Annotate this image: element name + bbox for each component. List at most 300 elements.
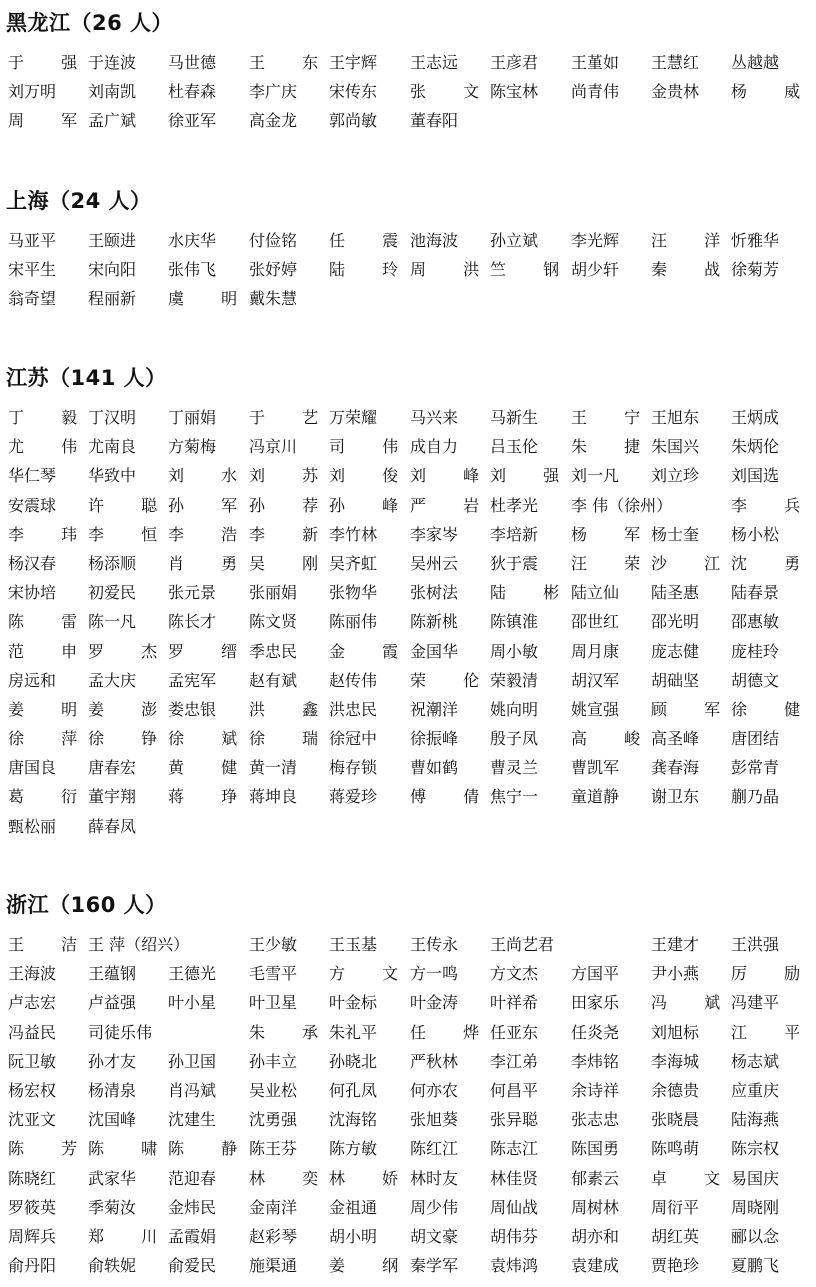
person-name: 吕玉伦 bbox=[490, 437, 539, 457]
person-name: 孟大庆 bbox=[88, 670, 137, 690]
person-name: 王蕴钢 bbox=[88, 964, 137, 984]
person-name: 孙丰立 bbox=[249, 1051, 298, 1071]
name-row bbox=[0, 699, 816, 728]
person-name: 庞志健 bbox=[651, 641, 700, 661]
person-name: 金 霞 bbox=[329, 641, 415, 661]
person-name: 任炎尧 bbox=[571, 1022, 620, 1042]
person-name: 易国庆 bbox=[731, 1168, 780, 1188]
name-row bbox=[0, 1080, 800, 1109]
person-name: 张晓晨 bbox=[651, 1110, 700, 1130]
person-name: 司徒乐伟 bbox=[88, 1022, 153, 1042]
person-name: 任 震 bbox=[329, 231, 415, 250]
person-name: 洪 鑫 bbox=[249, 699, 335, 719]
person-name: 金贵林 bbox=[651, 82, 700, 102]
person-name: 陆 彬 bbox=[490, 583, 576, 603]
name-row bbox=[0, 1255, 800, 1284]
person-name: 陈镇淮 bbox=[490, 612, 539, 632]
person-name: 虞 明 bbox=[168, 289, 254, 309]
person-name: 张物华 bbox=[329, 583, 378, 603]
person-name: 孙才友 bbox=[88, 1051, 137, 1071]
person-name: 方一鸣 bbox=[410, 964, 459, 984]
person-name: 马世德 bbox=[168, 53, 217, 72]
person-name: 陆 玲 bbox=[329, 260, 415, 280]
person-name: 陈一凡 bbox=[88, 612, 137, 632]
person-name: 叶卫星 bbox=[249, 993, 298, 1013]
name-row bbox=[0, 611, 800, 640]
person-name: 杜春森 bbox=[168, 82, 217, 102]
person-name: 陆立仙 bbox=[571, 583, 620, 603]
person-name: 曹灵兰 bbox=[490, 758, 539, 778]
person-name: 江 平 bbox=[731, 1022, 816, 1042]
person-name: 王彦君 bbox=[490, 53, 539, 72]
person-name: 姜 纲 bbox=[329, 1256, 415, 1276]
person-name: 周仙战 bbox=[490, 1197, 539, 1217]
person-name: 刘 水 bbox=[168, 466, 254, 486]
person-name: 陆海燕 bbox=[731, 1110, 780, 1130]
person-name: 张妤婷 bbox=[249, 260, 298, 280]
person-name: 叶金标 bbox=[329, 993, 378, 1013]
person-name: 周小敏 bbox=[490, 641, 539, 661]
person-name: 刘万明 bbox=[8, 82, 57, 102]
person-name: 张志忠 bbox=[571, 1110, 620, 1130]
person-name: 姚宣强 bbox=[571, 699, 620, 719]
person-name: 王玉基 bbox=[329, 935, 378, 954]
person-name: 陈宗权 bbox=[731, 1139, 780, 1159]
person-name: 季忠民 bbox=[249, 641, 298, 661]
person-name: 杨小松 bbox=[731, 524, 780, 544]
person-name: 李竹林 bbox=[329, 524, 378, 544]
person-name: 龚春海 bbox=[651, 758, 700, 778]
person-name: 方文杰 bbox=[490, 964, 539, 984]
person-name: 张伟飞 bbox=[168, 260, 217, 280]
person-name: 孙 峰 bbox=[329, 495, 415, 515]
person-name: 华仁琴 bbox=[8, 466, 57, 486]
person-name: 胡少轩 bbox=[571, 260, 620, 280]
person-name: 姜 明 bbox=[8, 699, 94, 719]
person-name: 王 洁 bbox=[8, 935, 94, 954]
person-name: 王炳成 bbox=[731, 408, 780, 427]
person-name: 陈国勇 bbox=[571, 1139, 620, 1159]
person-name: 孙晓北 bbox=[329, 1051, 378, 1071]
person-name: 毛雪平 bbox=[249, 964, 298, 984]
person-name: 唐春宏 bbox=[88, 758, 137, 778]
person-name: 胡础坚 bbox=[651, 670, 700, 690]
name-row bbox=[0, 816, 800, 845]
name-row bbox=[0, 757, 800, 786]
person-name: 孙 荐 bbox=[249, 495, 335, 515]
person-name: 邵世红 bbox=[571, 612, 620, 632]
person-name: 冯京川 bbox=[249, 437, 298, 457]
person-name: 成自力 bbox=[410, 437, 459, 457]
person-name: 金祖通 bbox=[329, 1197, 378, 1217]
person-name: 杨志斌 bbox=[731, 1051, 780, 1071]
person-name: 李海城 bbox=[651, 1051, 700, 1071]
person-name: 甄松丽 bbox=[8, 816, 57, 836]
person-name: 刘国选 bbox=[731, 466, 780, 486]
person-name: 叶金涛 bbox=[410, 993, 459, 1013]
person-name: 王德光 bbox=[168, 964, 217, 984]
person-name: 程丽新 bbox=[88, 289, 137, 309]
person-name: 卓 文 bbox=[651, 1168, 737, 1188]
person-name: 刘 强 bbox=[490, 466, 576, 486]
person-name: 陈晓红 bbox=[8, 1168, 57, 1188]
person-name: 吴州云 bbox=[410, 553, 459, 573]
person-name: 荣 伦 bbox=[410, 670, 496, 690]
person-name: 尤 伟 bbox=[8, 437, 94, 457]
person-name: 陈宝林 bbox=[490, 82, 539, 102]
person-name: 邵惠敏 bbox=[731, 612, 780, 632]
person-name: 叶小星 bbox=[168, 993, 217, 1013]
person-name: 董宇翔 bbox=[88, 787, 137, 807]
person-name: 洪忠民 bbox=[329, 699, 378, 719]
person-name: 童道静 bbox=[571, 787, 620, 807]
person-name: 姚向明 bbox=[490, 699, 539, 719]
person-name: 夏鹏飞 bbox=[731, 1256, 780, 1276]
person-name: 宋协培 bbox=[8, 583, 57, 603]
person-name: 李家岑 bbox=[410, 524, 459, 544]
person-name: 王 萍（绍兴） bbox=[88, 935, 190, 954]
person-name: 武家华 bbox=[88, 1168, 137, 1188]
person-name: 王 宁 bbox=[571, 408, 657, 427]
name-row bbox=[0, 230, 800, 259]
person-name: 娄忠银 bbox=[168, 699, 217, 719]
person-name: 徐亚军 bbox=[168, 111, 217, 131]
person-name: 周月康 bbox=[571, 641, 620, 661]
section-title: 江苏（141 人） bbox=[6, 366, 167, 390]
person-name: 袁炜鸿 bbox=[490, 1256, 539, 1276]
name-row bbox=[0, 1022, 816, 1051]
person-name: 周树林 bbox=[571, 1197, 620, 1217]
person-name: 应重庆 bbox=[731, 1080, 780, 1100]
person-name: 严 岩 bbox=[410, 495, 496, 515]
person-name: 朱 承 bbox=[249, 1022, 335, 1042]
person-name: 刘南凯 bbox=[88, 82, 137, 102]
person-name: 杨 军 bbox=[571, 524, 657, 544]
person-name: 孟广斌 bbox=[88, 111, 137, 131]
person-name: 郭尚敏 bbox=[329, 111, 378, 131]
person-name: 王建才 bbox=[651, 935, 700, 954]
name-row bbox=[0, 259, 800, 288]
person-name: 李广庆 bbox=[249, 82, 298, 102]
person-name: 沙 江 bbox=[651, 553, 737, 573]
person-name: 谢卫东 bbox=[651, 787, 700, 807]
person-name: 王宇辉 bbox=[329, 53, 378, 72]
person-name: 陈志江 bbox=[490, 1139, 539, 1159]
person-name: 何孔凤 bbox=[329, 1080, 378, 1100]
person-name: 李 伟（徐州） bbox=[571, 495, 673, 515]
person-name: 季菊汝 bbox=[88, 1197, 137, 1217]
name-row bbox=[0, 670, 800, 699]
person-name: 林佳贤 bbox=[490, 1168, 539, 1188]
person-name: 傅 倩 bbox=[410, 787, 496, 807]
person-name: 赵有斌 bbox=[249, 670, 298, 690]
person-name: 冯益民 bbox=[8, 1022, 57, 1042]
person-name: 付俭铭 bbox=[249, 231, 298, 250]
person-name: 水庆华 bbox=[168, 231, 217, 250]
person-name: 罗 杰 bbox=[88, 641, 174, 661]
person-name: 林 娇 bbox=[329, 1168, 415, 1188]
person-name: 梅存锁 bbox=[329, 758, 378, 778]
person-name: 陈 芳 bbox=[8, 1139, 94, 1159]
person-name: 顾 军 bbox=[651, 699, 737, 719]
person-name: 马新生 bbox=[490, 408, 539, 427]
person-name: 胡德文 bbox=[731, 670, 780, 690]
person-name: 陈红江 bbox=[410, 1139, 459, 1159]
name-row bbox=[0, 52, 800, 81]
person-name: 方国平 bbox=[571, 964, 620, 984]
section-title: 黑龙江（26 人） bbox=[6, 11, 174, 35]
person-name: 杨宏权 bbox=[8, 1080, 57, 1100]
person-name: 于 强 bbox=[8, 53, 94, 72]
person-name: 金炜民 bbox=[168, 1197, 217, 1217]
person-name: 黄 健 bbox=[168, 758, 254, 778]
person-name: 王 东 bbox=[249, 53, 335, 72]
person-name: 秦 战 bbox=[651, 260, 737, 280]
person-name: 肖冯斌 bbox=[168, 1080, 217, 1100]
person-name: 丁丽娟 bbox=[168, 408, 217, 427]
person-name: 刘 苏 bbox=[249, 466, 335, 486]
person-name: 尤南良 bbox=[88, 437, 137, 457]
person-name: 李培新 bbox=[490, 524, 539, 544]
person-name: 华致中 bbox=[88, 466, 137, 486]
person-name: 邵光明 bbox=[651, 612, 700, 632]
person-name: 王堇如 bbox=[571, 53, 620, 72]
person-name: 宋平生 bbox=[8, 260, 57, 280]
person-name: 葛 衍 bbox=[8, 787, 94, 807]
person-name: 荣毅清 bbox=[490, 670, 539, 690]
person-name: 郁素云 bbox=[571, 1168, 620, 1188]
person-name: 胡红英 bbox=[651, 1226, 700, 1246]
person-name: 蒯乃晶 bbox=[731, 787, 780, 807]
person-name: 李江弟 bbox=[490, 1051, 539, 1071]
person-name: 黄一清 bbox=[249, 758, 298, 778]
person-name: 忻雅华 bbox=[731, 231, 780, 250]
person-name: 杨汉春 bbox=[8, 553, 57, 573]
person-name: 初爱民 bbox=[88, 583, 137, 603]
person-name: 杨 威 bbox=[731, 82, 816, 102]
person-name: 田家乐 bbox=[571, 993, 620, 1013]
person-name: 沈建生 bbox=[168, 1110, 217, 1130]
person-name: 王尚艺君 bbox=[490, 935, 555, 954]
person-name: 唐国良 bbox=[8, 758, 57, 778]
person-name: 冯 斌 bbox=[651, 993, 737, 1013]
person-name: 朱 捷 bbox=[571, 437, 657, 457]
person-name: 丛越越 bbox=[731, 53, 780, 72]
person-name: 万荣耀 bbox=[329, 408, 378, 427]
person-name: 罗筱英 bbox=[8, 1197, 57, 1217]
person-name: 徐 铮 bbox=[88, 729, 174, 749]
person-name: 刘旭标 bbox=[651, 1022, 700, 1042]
person-name: 马兴来 bbox=[410, 408, 459, 427]
person-name: 赵彩琴 bbox=[249, 1226, 298, 1246]
person-name: 林 奕 bbox=[249, 1168, 335, 1188]
person-name: 朱国兴 bbox=[651, 437, 700, 457]
person-name: 秦学军 bbox=[410, 1256, 459, 1276]
person-name: 何亦农 bbox=[410, 1080, 459, 1100]
person-name: 沈海铭 bbox=[329, 1110, 378, 1130]
person-name: 叶祥希 bbox=[490, 993, 539, 1013]
person-name: 汪 荣 bbox=[571, 553, 657, 573]
person-name: 宋向阳 bbox=[88, 260, 137, 280]
person-name: 马亚平 bbox=[8, 231, 57, 250]
name-row bbox=[0, 786, 800, 815]
person-name: 李光辉 bbox=[571, 231, 620, 250]
person-name: 高金龙 bbox=[249, 111, 298, 131]
person-name: 陈王芬 bbox=[249, 1139, 298, 1159]
person-name: 金南洋 bbox=[249, 1197, 298, 1217]
person-name: 徐 健 bbox=[731, 699, 816, 719]
person-name: 余德贵 bbox=[651, 1080, 700, 1100]
person-name: 许 聪 bbox=[88, 495, 174, 515]
name-row bbox=[0, 1168, 800, 1197]
person-name: 杨清泉 bbox=[88, 1080, 137, 1100]
person-name: 徐菊芳 bbox=[731, 260, 780, 280]
person-name: 薛春凤 bbox=[88, 816, 137, 836]
person-name: 殷子凤 bbox=[490, 729, 539, 749]
person-name: 俞轶妮 bbox=[88, 1256, 137, 1276]
person-name: 陆春景 bbox=[731, 583, 780, 603]
person-name: 蒋 琤 bbox=[168, 787, 254, 807]
name-row bbox=[0, 81, 816, 110]
person-name: 胡小明 bbox=[329, 1226, 378, 1246]
person-name: 陈鸣萌 bbox=[651, 1139, 700, 1159]
person-name: 厉 励 bbox=[731, 964, 816, 984]
person-name: 朱礼平 bbox=[329, 1022, 378, 1042]
person-name: 李 浩 bbox=[168, 524, 254, 544]
person-name: 李 兵 bbox=[731, 495, 816, 515]
person-name: 张元景 bbox=[168, 583, 217, 603]
person-name: 陈新桃 bbox=[410, 612, 459, 632]
person-name: 胡汉军 bbox=[571, 670, 620, 690]
name-row bbox=[0, 728, 800, 757]
person-name: 祝潮洋 bbox=[410, 699, 459, 719]
person-name: 周辉兵 bbox=[8, 1226, 57, 1246]
person-name: 孙立斌 bbox=[490, 231, 539, 250]
person-name: 于连波 bbox=[88, 53, 137, 72]
person-name: 赵传伟 bbox=[329, 670, 378, 690]
person-name: 安震球 bbox=[8, 495, 57, 515]
person-name: 汪 洋 bbox=[651, 231, 737, 250]
person-name: 孙卫国 bbox=[168, 1051, 217, 1071]
name-row bbox=[0, 963, 816, 992]
person-name: 丁汉明 bbox=[88, 408, 137, 427]
person-name: 沈勇强 bbox=[249, 1110, 298, 1130]
person-name: 陈丽伟 bbox=[329, 612, 378, 632]
person-name: 蒋坤良 bbox=[249, 787, 298, 807]
person-name: 陈文贤 bbox=[249, 612, 298, 632]
person-name: 方 文 bbox=[329, 964, 415, 984]
person-name: 冯建平 bbox=[731, 993, 780, 1013]
person-name: 刘立珍 bbox=[651, 466, 700, 486]
person-name: 卢志宏 bbox=[8, 993, 57, 1013]
name-row bbox=[0, 407, 800, 436]
person-name: 俞爱民 bbox=[168, 1256, 217, 1276]
person-name: 卢益强 bbox=[88, 993, 137, 1013]
person-name: 陈 雷 bbox=[8, 612, 94, 632]
person-name: 林时友 bbox=[410, 1168, 459, 1188]
person-name: 郦以念 bbox=[731, 1226, 780, 1246]
person-name: 胡亦和 bbox=[571, 1226, 620, 1246]
person-name: 王颐进 bbox=[88, 231, 137, 250]
person-name: 翁奇望 bbox=[8, 289, 57, 309]
person-name: 沈亚文 bbox=[8, 1110, 57, 1130]
person-name: 张丽娟 bbox=[249, 583, 298, 603]
person-name: 戴朱慧 bbox=[249, 289, 298, 309]
person-name: 彭常青 bbox=[731, 758, 780, 778]
person-name: 陈长才 bbox=[168, 612, 217, 632]
person-name: 蒋爱珍 bbox=[329, 787, 378, 807]
name-row bbox=[0, 1197, 800, 1226]
person-name: 袁建成 bbox=[571, 1256, 620, 1276]
person-name: 姜 澎 bbox=[88, 699, 174, 719]
person-name: 陈 啸 bbox=[88, 1139, 174, 1159]
section-title: 浙江（160 人） bbox=[6, 893, 167, 917]
person-name: 尚青伟 bbox=[571, 82, 620, 102]
person-name: 房远和 bbox=[8, 670, 57, 690]
person-name: 李炜铭 bbox=[571, 1051, 620, 1071]
name-row bbox=[0, 1109, 800, 1138]
person-name: 刘 俊 bbox=[329, 466, 415, 486]
name-row bbox=[0, 934, 800, 963]
person-name: 严秋林 bbox=[410, 1051, 459, 1071]
person-name: 周少伟 bbox=[410, 1197, 459, 1217]
person-name: 杨添顺 bbox=[88, 553, 137, 573]
person-name: 金国华 bbox=[410, 641, 459, 661]
name-row bbox=[0, 992, 800, 1021]
person-name: 周 军 bbox=[8, 111, 94, 131]
person-name: 徐冠中 bbox=[329, 729, 378, 749]
person-name: 张旭葵 bbox=[410, 1110, 459, 1130]
name-list bbox=[0, 52, 816, 140]
person-name: 何昌平 bbox=[490, 1080, 539, 1100]
person-name: 任 烨 bbox=[410, 1022, 496, 1042]
person-name: 高圣峰 bbox=[651, 729, 700, 749]
person-name: 沈国峰 bbox=[88, 1110, 137, 1130]
name-row bbox=[0, 436, 800, 465]
person-name: 阮卫敏 bbox=[8, 1051, 57, 1071]
person-name: 董春阳 bbox=[410, 111, 459, 131]
person-name: 王旭东 bbox=[651, 408, 700, 427]
person-name: 曹如鹤 bbox=[410, 758, 459, 778]
person-name: 周 洪 bbox=[410, 260, 496, 280]
person-name: 肖 勇 bbox=[168, 553, 254, 573]
person-name: 吴业松 bbox=[249, 1080, 298, 1100]
person-name: 俞丹阳 bbox=[8, 1256, 57, 1276]
person-name: 杜孝光 bbox=[490, 495, 539, 515]
person-name: 王洪强 bbox=[731, 935, 780, 954]
person-name: 张树法 bbox=[410, 583, 459, 603]
name-list bbox=[0, 934, 816, 1284]
person-name: 刘一凡 bbox=[571, 466, 620, 486]
person-name: 胡文豪 bbox=[410, 1226, 459, 1246]
name-list bbox=[0, 230, 800, 318]
person-name: 司 伟 bbox=[329, 437, 415, 457]
person-name: 胡伟芬 bbox=[490, 1226, 539, 1246]
person-name: 罗 缙 bbox=[168, 641, 254, 661]
person-name: 张异聪 bbox=[490, 1110, 539, 1130]
person-name: 王志远 bbox=[410, 53, 459, 72]
person-name: 王少敏 bbox=[249, 935, 298, 954]
name-row bbox=[0, 1051, 800, 1080]
name-row bbox=[0, 524, 800, 553]
person-name: 王慧红 bbox=[651, 53, 700, 72]
section-title: 上海（24 人） bbox=[6, 189, 152, 213]
person-name: 郑 川 bbox=[88, 1226, 174, 1246]
name-row bbox=[0, 288, 800, 317]
person-name: 李 玮 bbox=[8, 524, 94, 544]
name-row bbox=[0, 553, 816, 582]
person-name: 贾艳珍 bbox=[651, 1256, 700, 1276]
